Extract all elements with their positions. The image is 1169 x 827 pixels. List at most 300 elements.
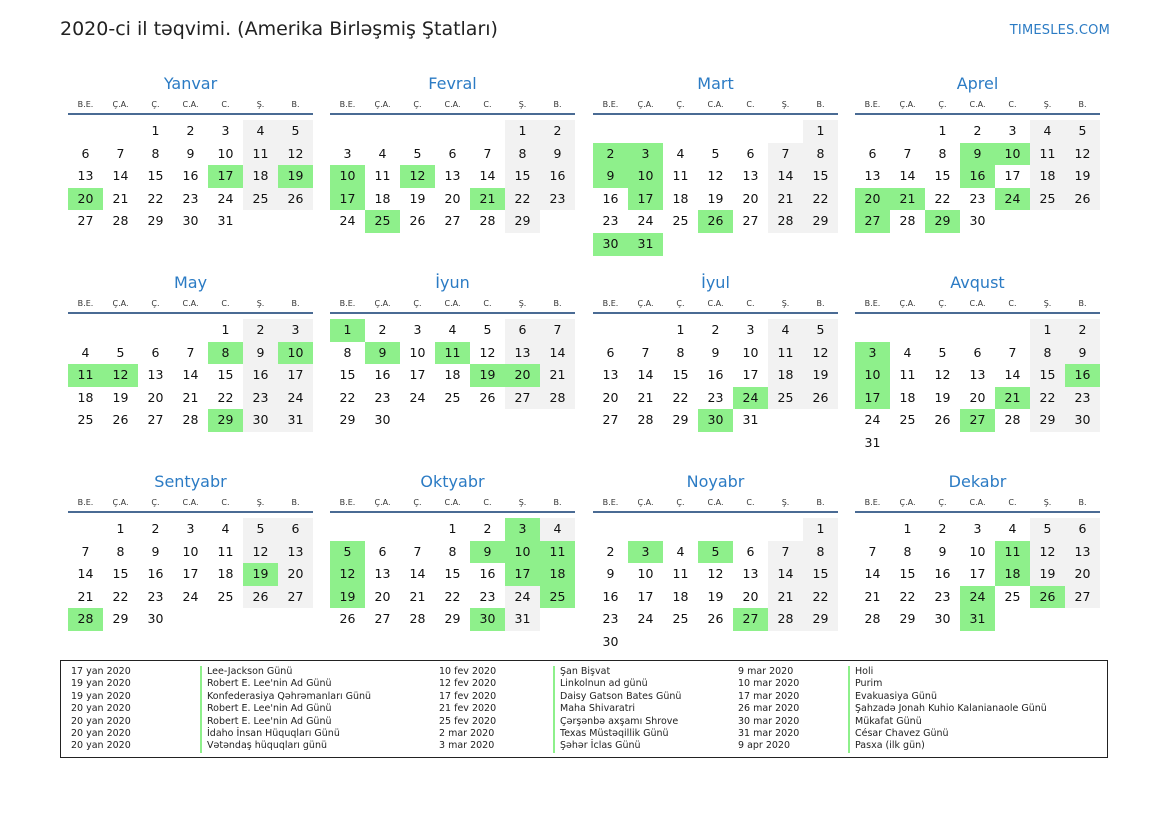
day-cell: 20: [742, 588, 759, 604]
weekday-header: C.: [483, 299, 492, 308]
day-cell: 18: [243, 165, 278, 188]
day-cell: 22: [934, 190, 951, 206]
day-cell: 16: [479, 566, 496, 582]
weekday-header: Ç.A.: [374, 299, 391, 308]
holiday-day-cell: 3: [628, 143, 663, 166]
day-cell: 4: [676, 145, 685, 161]
day-cell: 15: [934, 168, 951, 184]
day-cell: 1: [803, 518, 838, 541]
day-cell: 23: [374, 389, 391, 405]
day-cell: 13: [602, 367, 619, 383]
day-cell: 9: [938, 543, 947, 559]
weekday-header: Ş.: [1043, 299, 1052, 308]
weekday-header: Ç.: [413, 100, 422, 109]
day-cell: 6: [1065, 518, 1100, 541]
day-cell: 24: [339, 213, 356, 229]
holiday-day-cell: 10: [995, 143, 1030, 166]
holiday-day-cell: 30: [470, 608, 505, 631]
weekday-header: B.: [291, 100, 300, 109]
day-cell: 8: [1030, 342, 1065, 365]
day-cell: 25: [899, 412, 916, 428]
day-cell: 20: [742, 190, 759, 206]
holiday-name: Mükafat Günü: [855, 715, 922, 727]
day-cell: 15: [672, 367, 689, 383]
day-cell: 4: [448, 322, 457, 337]
day-cell: 12: [803, 342, 838, 365]
day-cell: 16: [243, 364, 278, 387]
weekday-header: C.: [221, 100, 230, 109]
day-cell: 27: [602, 412, 619, 428]
holiday-day-cell: 10: [278, 342, 313, 365]
day-cell: 25: [1030, 188, 1065, 211]
day-cell: 8: [116, 543, 125, 559]
holiday-day-cell: 17: [208, 165, 243, 188]
day-cell: 25: [217, 588, 234, 604]
day-cell: 5: [483, 322, 492, 337]
day-cell: 14: [637, 367, 654, 383]
weekday-header: B.E.: [864, 100, 881, 109]
weekday-header: Ç.: [151, 299, 160, 308]
day-cell: 21: [77, 588, 94, 604]
holiday-day-cell: 16: [960, 165, 995, 188]
day-cell: 14: [768, 563, 803, 586]
holiday-day-cell: 10: [628, 165, 663, 188]
day-cell: 6: [746, 145, 755, 161]
weekday-header: Ç.: [151, 100, 160, 109]
day-cell: 2: [1065, 319, 1100, 342]
day-cell: 3: [186, 521, 195, 536]
day-cell: 14: [77, 566, 94, 582]
day-cell: 1: [448, 521, 457, 536]
holiday-day-cell: 21: [470, 188, 505, 211]
weekday-header: Ş.: [781, 100, 790, 109]
day-cell: 1: [221, 322, 230, 337]
weekday-header: Ç.: [938, 100, 947, 109]
day-cell: 16: [602, 588, 619, 604]
day-cell: 16: [147, 566, 164, 582]
day-cell: 30: [934, 611, 951, 627]
header-rule: [68, 113, 313, 115]
day-cell: 7: [413, 543, 422, 559]
page-title: 2020-ci il təqvimi. (Amerika Birləşmiş Ştatları): [60, 18, 498, 40]
holiday-day-cell: 3: [855, 342, 890, 365]
month-name: Fevral: [428, 74, 477, 93]
weekday-header: Ş.: [518, 299, 527, 308]
day-cell: 12: [1030, 541, 1065, 564]
day-cell: 14: [540, 342, 575, 365]
holiday-day-cell: 19: [278, 165, 313, 188]
day-cell: 6: [746, 543, 755, 559]
day-cell: 9: [243, 342, 278, 365]
weekday-header: Ç.: [413, 498, 422, 507]
day-cell: 23: [182, 190, 199, 206]
holiday-day-cell: 9: [593, 165, 628, 188]
holiday-date: 2 mar 2020: [439, 727, 495, 739]
day-cell: 28: [768, 210, 803, 233]
weekday-header: C.A.: [182, 498, 199, 507]
day-cell: 20: [1065, 563, 1100, 586]
day-cell: 10: [742, 344, 759, 360]
day-cell: 23: [934, 588, 951, 604]
holiday-day-cell: 11: [540, 541, 575, 564]
day-cell: 30: [1065, 409, 1100, 432]
day-cell: 28: [479, 213, 496, 229]
day-cell: 24: [637, 611, 654, 627]
day-cell: 18: [374, 190, 391, 206]
day-cell: 29: [112, 611, 129, 627]
day-cell: 2: [540, 120, 575, 143]
day-cell: 21: [182, 389, 199, 405]
day-cell: 16: [182, 168, 199, 184]
weekday-header: Ç.: [151, 498, 160, 507]
day-cell: 4: [676, 543, 685, 559]
month-block: [593, 470, 838, 649]
holiday-day-cell: 20: [505, 364, 540, 387]
weekday-header: C.: [483, 498, 492, 507]
day-cell: 16: [540, 165, 575, 188]
day-cell: 21: [409, 588, 426, 604]
month-block: [855, 470, 1100, 627]
holiday-name: Şahzadə Jonah Kuhio Kalanianaole Günü: [855, 703, 1047, 715]
day-cell: 15: [803, 563, 838, 586]
month-block: [68, 470, 313, 627]
day-cell: 19: [409, 190, 426, 206]
day-cell: 8: [803, 143, 838, 166]
day-cell: 25: [243, 188, 278, 211]
day-cell: 27: [742, 213, 759, 229]
weekday-header: B.: [1078, 299, 1087, 308]
holiday-day-cell: 12: [330, 563, 365, 586]
holiday-date: 20 yan 2020: [71, 740, 131, 752]
weekday-header: B.E.: [77, 299, 94, 308]
weekday-header: C.: [1008, 299, 1017, 308]
day-cell: 17: [278, 364, 313, 387]
day-cell: 7: [186, 344, 195, 360]
weekday-header: C.A.: [182, 299, 199, 308]
holiday-name: Lee-Jackson Günü: [207, 666, 293, 677]
holiday-name: Daisy Gatson Bates Günü: [560, 690, 682, 702]
day-cell: 28: [768, 608, 803, 631]
weekday-header: Ç.: [676, 299, 685, 308]
holiday-day-cell: 16: [1065, 364, 1100, 387]
holiday-date: 10 fev 2020: [439, 666, 497, 677]
holiday-day-cell: 9: [365, 342, 400, 365]
holiday-date: 19 yan 2020: [71, 690, 131, 702]
day-cell: 26: [243, 586, 278, 609]
day-cell: 3: [221, 123, 230, 138]
weekday-header: B.E.: [77, 100, 94, 109]
day-cell: 18: [899, 389, 916, 405]
month-name: Avqust: [950, 273, 1005, 292]
day-cell: 21: [540, 364, 575, 387]
day-cell: 13: [505, 342, 540, 365]
day-cell: 29: [803, 210, 838, 233]
day-cell: 11: [672, 168, 689, 184]
day-cell: 11: [899, 367, 916, 383]
day-cell: 19: [707, 190, 724, 206]
holiday-day-cell: 17: [628, 188, 663, 211]
holiday-day-cell: 5: [330, 541, 365, 564]
day-cell: 5: [116, 344, 125, 360]
day-cell: 14: [768, 165, 803, 188]
day-cell: 3: [413, 322, 422, 337]
weekday-header: C.A.: [444, 498, 461, 507]
day-cell: 1: [1030, 319, 1065, 342]
holiday-day-cell: 30: [698, 409, 733, 432]
day-cell: 11: [768, 342, 803, 365]
day-cell: 26: [112, 412, 129, 428]
day-cell: 6: [505, 319, 540, 342]
holiday-date: 17 fev 2020: [439, 690, 497, 702]
day-cell: 28: [899, 213, 916, 229]
holiday-day-cell: 18: [995, 563, 1030, 586]
day-cell: 30: [147, 611, 164, 627]
day-cell: 11: [672, 566, 689, 582]
weekday-header: C.A.: [969, 498, 986, 507]
day-cell: 24: [182, 588, 199, 604]
day-cell: 13: [374, 566, 391, 582]
weekday-header: Ç.A.: [899, 100, 916, 109]
day-cell: 6: [448, 145, 457, 161]
header-rule: [593, 511, 838, 513]
weekday-header: C.: [1008, 498, 1017, 507]
day-cell: 19: [707, 588, 724, 604]
day-cell: 5: [938, 344, 947, 360]
holiday-dates-col-1: [71, 666, 191, 753]
day-cell: 29: [803, 608, 838, 631]
holiday-list: [60, 660, 1108, 758]
day-cell: 16: [602, 190, 619, 206]
holiday-date: 21 fev 2020: [439, 703, 497, 715]
weekday-header: B.: [291, 299, 300, 308]
holiday-day-cell: 5: [698, 541, 733, 564]
day-cell: 27: [1065, 586, 1100, 609]
day-cell: 20: [374, 588, 391, 604]
day-cell: 24: [864, 412, 881, 428]
day-cell: 5: [243, 518, 278, 541]
holiday-names-col-2: [553, 666, 681, 753]
day-cell: 2: [186, 123, 195, 138]
day-cell: 28: [409, 611, 426, 627]
day-cell: 10: [969, 543, 986, 559]
holiday-day-cell: 1: [330, 319, 365, 342]
day-cell: 12: [479, 344, 496, 360]
holiday-name: Linkolnun ad günü: [560, 678, 648, 690]
holiday-day-cell: 11: [435, 342, 470, 365]
holiday-day-cell: 27: [855, 210, 890, 233]
day-cell: 6: [606, 344, 615, 360]
month-block: [593, 271, 838, 428]
weekday-header: Ç.A.: [112, 100, 129, 109]
day-cell: 1: [938, 123, 947, 138]
holiday-name: Konfederasiya Qəhrəmanları Günü: [207, 690, 372, 702]
day-cell: 4: [378, 145, 387, 161]
day-cell: 13: [77, 168, 94, 184]
day-cell: 2: [973, 123, 982, 138]
day-cell: 16: [707, 367, 724, 383]
day-cell: 17: [637, 588, 654, 604]
holiday-day-cell: 21: [890, 188, 925, 211]
holiday-day-cell: 25: [365, 210, 400, 233]
day-cell: 13: [742, 566, 759, 582]
day-cell: 7: [540, 319, 575, 342]
weekday-header: Ç.: [938, 498, 947, 507]
header-rule: [855, 113, 1100, 115]
holiday-date: 25 fev 2020: [439, 715, 497, 727]
holiday-name: Şan Bişvat: [560, 666, 611, 677]
holiday-day-cell: 10: [330, 165, 365, 188]
day-cell: 11: [217, 543, 234, 559]
holiday-date: 9 mar 2020: [738, 666, 794, 677]
day-cell: 20: [602, 389, 619, 405]
month-name: Noyabr: [686, 472, 745, 491]
day-cell: 31: [278, 409, 313, 432]
day-cell: 4: [1030, 120, 1065, 143]
holiday-date: 20 yan 2020: [71, 715, 131, 727]
weekday-header: Ş.: [256, 299, 265, 308]
holiday-name: Holi: [855, 666, 874, 677]
holiday-day-cell: 21: [995, 387, 1030, 410]
weekday-header: C.A.: [707, 100, 724, 109]
day-cell: 28: [540, 387, 575, 410]
day-cell: 20: [969, 389, 986, 405]
month-block: [68, 271, 313, 428]
weekday-header: B.E.: [339, 100, 356, 109]
day-cell: 13: [278, 541, 313, 564]
day-cell: 6: [973, 344, 982, 360]
holiday-day-cell: 10: [505, 541, 540, 564]
day-cell: 12: [1065, 143, 1100, 166]
weekday-header: C.A.: [707, 299, 724, 308]
day-cell: 20: [147, 389, 164, 405]
month-name: Yanvar: [163, 74, 218, 93]
holiday-day-cell: 17: [505, 563, 540, 586]
holiday-day-cell: 31: [960, 608, 995, 631]
day-cell: 2: [151, 521, 160, 536]
day-cell: 22: [339, 389, 356, 405]
month-name: İyun: [435, 273, 470, 292]
day-cell: 15: [147, 168, 164, 184]
day-cell: 15: [217, 367, 234, 383]
day-cell: 22: [672, 389, 689, 405]
day-cell: 14: [864, 566, 881, 582]
holiday-day-cell: 18: [540, 563, 575, 586]
site-link[interactable]: TIMESLES.COM: [1009, 23, 1110, 38]
day-cell: 30: [602, 634, 619, 649]
holiday-dates-col-2: [439, 666, 559, 753]
weekday-header: Ç.: [676, 100, 685, 109]
day-cell: 3: [1008, 123, 1017, 138]
day-cell: 13: [742, 168, 759, 184]
day-cell: 9: [711, 344, 720, 360]
weekday-header: Ş.: [1043, 100, 1052, 109]
day-cell: 12: [243, 541, 278, 564]
day-cell: 6: [378, 543, 387, 559]
weekday-header: B.E.: [864, 299, 881, 308]
day-cell: 11: [374, 168, 391, 184]
day-cell: 24: [278, 387, 313, 410]
day-cell: 31: [217, 213, 234, 229]
weekday-header: B.: [553, 100, 562, 109]
day-cell: 22: [217, 389, 234, 405]
day-cell: 4: [243, 120, 278, 143]
day-cell: 31: [742, 412, 759, 428]
day-cell: 27: [374, 611, 391, 627]
day-cell: 8: [505, 143, 540, 166]
day-cell: 15: [505, 165, 540, 188]
day-cell: 10: [217, 145, 234, 161]
day-cell: 17: [409, 367, 426, 383]
day-cell: 3: [278, 319, 313, 342]
holiday-day-cell: 17: [330, 188, 365, 211]
day-cell: 7: [903, 145, 912, 161]
day-cell: 14: [479, 168, 496, 184]
day-cell: 5: [1030, 518, 1065, 541]
weekday-header: Ş.: [256, 100, 265, 109]
day-cell: 23: [479, 588, 496, 604]
day-cell: 10: [182, 543, 199, 559]
month-block: [855, 72, 1100, 229]
day-cell: 5: [413, 145, 422, 161]
day-cell: 18: [768, 364, 803, 387]
day-cell: 14: [112, 168, 129, 184]
day-cell: 27: [147, 412, 164, 428]
weekday-header: Ç.: [676, 498, 685, 507]
holiday-day-cell: 20: [68, 188, 103, 211]
holiday-day-cell: 9: [470, 541, 505, 564]
holiday-day-cell: 2: [593, 143, 628, 166]
day-cell: 25: [672, 611, 689, 627]
weekday-header: B.: [553, 299, 562, 308]
holiday-date: 26 mar 2020: [738, 703, 800, 715]
day-cell: 15: [1030, 364, 1065, 387]
day-cell: 18: [672, 588, 689, 604]
day-cell: 14: [182, 367, 199, 383]
day-cell: 24: [409, 389, 426, 405]
month-block: [330, 271, 575, 428]
month-block: [593, 72, 838, 251]
weekday-header: Ş.: [781, 498, 790, 507]
day-cell: 27: [444, 213, 461, 229]
day-cell: 28: [1004, 412, 1021, 428]
day-cell: 7: [641, 344, 650, 360]
holiday-day-cell: 26: [698, 210, 733, 233]
day-cell: 25: [77, 412, 94, 428]
day-cell: 25: [768, 387, 803, 410]
weekday-header: Ş.: [256, 498, 265, 507]
weekday-header: C.: [746, 100, 755, 109]
day-cell: 16: [374, 367, 391, 383]
day-cell: 4: [1008, 521, 1017, 536]
weekday-header: B.E.: [864, 498, 881, 507]
day-cell: 18: [77, 389, 94, 405]
day-cell: 4: [81, 344, 90, 360]
holiday-name: Çərşənbə axşamı Shrove: [560, 715, 679, 727]
day-cell: 13: [969, 367, 986, 383]
holiday-day-cell: 25: [540, 586, 575, 609]
day-cell: 18: [1030, 165, 1065, 188]
weekday-header: C.A.: [444, 299, 461, 308]
day-cell: 2: [378, 322, 387, 337]
holiday-day-cell: 24: [995, 188, 1030, 211]
day-cell: 13: [147, 367, 164, 383]
weekday-header: Ç.A.: [637, 498, 654, 507]
day-cell: 17: [969, 566, 986, 582]
day-cell: 22: [147, 190, 164, 206]
day-cell: 14: [1004, 367, 1021, 383]
holiday-name: Vətəndaş hüquqları günü: [207, 740, 327, 752]
day-cell: 23: [243, 387, 278, 410]
